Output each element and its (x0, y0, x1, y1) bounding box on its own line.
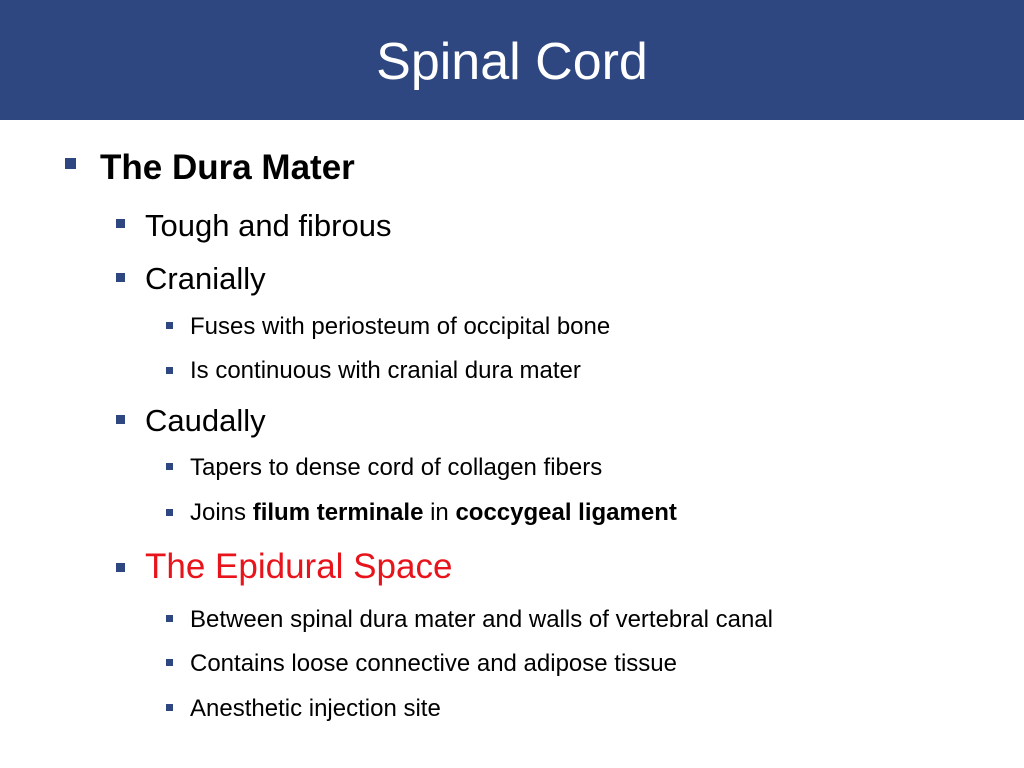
bullet-tapers: Tapers to dense cord of collagen fibers (190, 454, 603, 481)
bullet-anesthetic: Anesthetic injection site (190, 695, 441, 722)
square-bullet-icon (166, 463, 173, 470)
square-bullet-icon (166, 659, 173, 666)
bullet-joins (190, 499, 677, 527)
bullet-between: Between spinal dura mater and walls of vertebral canal (190, 606, 773, 633)
square-bullet-icon (166, 322, 173, 329)
square-bullet-icon (116, 415, 125, 424)
square-bullet-icon (65, 158, 76, 169)
slide-title: Spinal Cord (376, 33, 648, 91)
bullet-epidural-space: The Epidural Space (145, 547, 453, 586)
bullet-fuses: Fuses with periosteum of occipital bone (190, 313, 611, 340)
bullet-caudally: Caudally (145, 403, 266, 438)
bullet-tough-fibrous: Tough and fibrous (145, 208, 392, 243)
square-bullet-icon (116, 563, 125, 572)
joins-middle: in (423, 499, 456, 526)
bullet-cranially: Cranially (145, 261, 266, 296)
square-bullet-icon (166, 509, 173, 516)
square-bullet-icon (166, 704, 173, 711)
square-bullet-icon (166, 615, 173, 622)
bullet-contains: Contains loose connective and adipose tissue (190, 650, 677, 677)
square-bullet-icon (116, 219, 125, 228)
coccygeal-ligament-term: coccygeal ligament (455, 499, 677, 526)
square-bullet-icon (166, 367, 173, 374)
square-bullet-icon (116, 273, 125, 282)
joins-prefix: Joins (190, 499, 253, 526)
bullet-continuous: Is continuous with cranial dura mater (190, 357, 581, 384)
filum-terminale-term: filum terminale (252, 499, 424, 526)
bullet-dura-mater: The Dura Mater (100, 148, 355, 187)
